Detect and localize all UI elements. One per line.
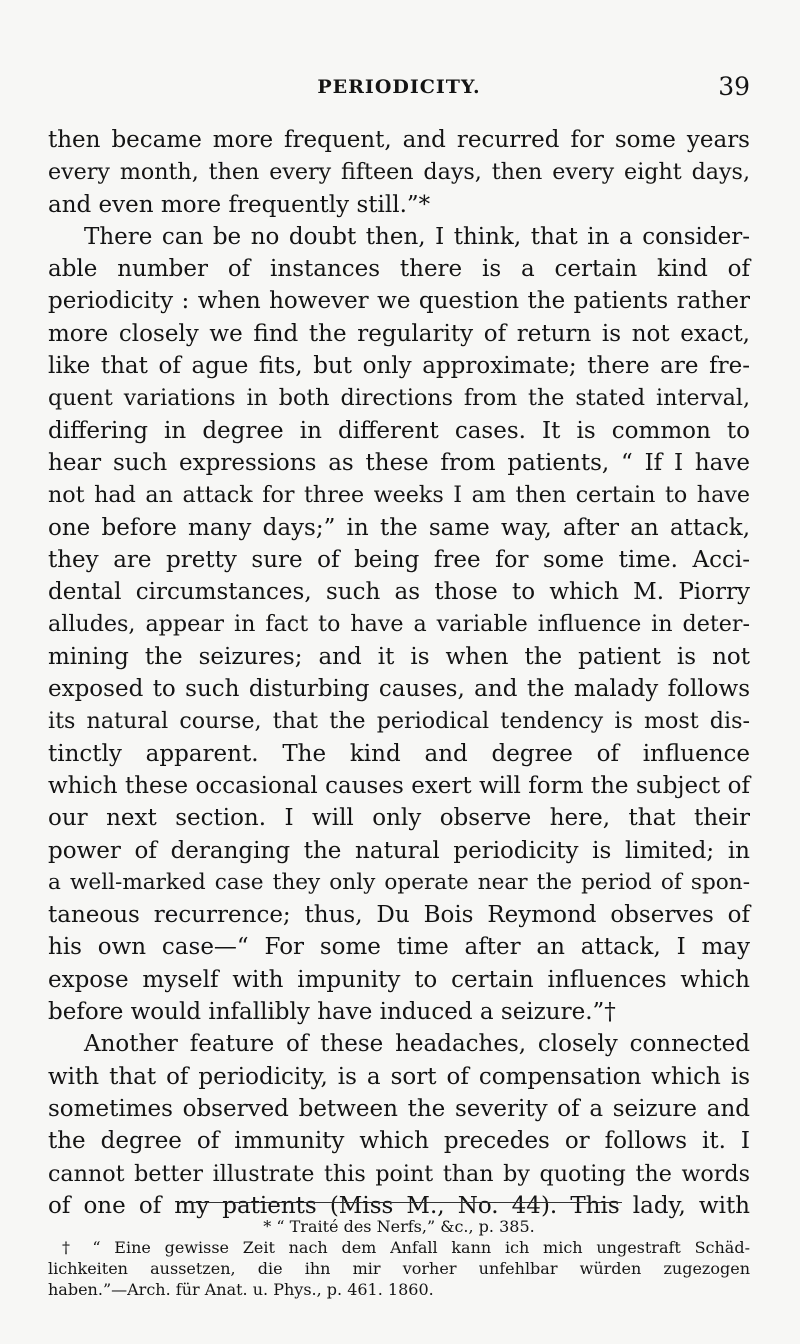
text-line: power of deranging the natural periodicity is limited; in — [48, 837, 750, 864]
text-line: exposed to such disturbing causes, and the malady follows — [48, 676, 750, 703]
page-header — [48, 72, 750, 106]
text-line: There can be no doubt then, I think, that in a consider- — [84, 223, 750, 250]
text-line: of one of my patients (Miss M., No. 44). This lady, with — [48, 1192, 750, 1219]
text-line: alludes, appear in fact to have a variable influence in deter- — [48, 611, 750, 638]
text-line: differing in degree in different cases. It is common to — [48, 417, 750, 444]
text-line: before would infallibly have induced a seizure.”† — [48, 999, 616, 1026]
text-line: every month, then every fifteen days, then every eight days, — [48, 159, 750, 186]
text-line: the degree of immunity which precedes or follows it. I — [48, 1128, 750, 1155]
text-line: tinctly apparent. The kind and degree of influence — [48, 740, 750, 767]
footnote-line: * “ Traité des Nerfs,” &c., p. 385. — [263, 1217, 535, 1236]
text-line: his own case—“ For some time after an attack, I may — [48, 934, 750, 961]
text-line: Another feature of these headaches, closely connected — [84, 1031, 750, 1058]
text-line: one before many days;” in the same way, after an attack, — [48, 514, 750, 541]
footnote-line: haben.”—Arch. für Anat. u. Phys., p. 461. 1860. — [48, 1280, 434, 1299]
text-line: mining the seizures; and it is when the patient is not — [48, 643, 750, 670]
text-line: they are pretty sure of being free for some time. Acci- — [48, 546, 750, 573]
text-line: and even more frequently still.”* — [48, 191, 431, 218]
footnote-divider — [178, 1202, 622, 1203]
page-number: 39 — [718, 72, 750, 101]
text-line: like that of ague fits, but only approximate; there are fre- — [48, 353, 750, 380]
text-line: quent variations in both directions from the stated interval, — [48, 385, 750, 412]
text-line: which these occasional causes exert will form the subject of — [48, 772, 750, 799]
text-line: hear such expressions as these from patients, “ If I have — [48, 449, 750, 476]
body-text — [48, 124, 750, 1222]
text-line: more closely we find the regularity of return is not exact, — [48, 320, 750, 347]
text-line: its natural course, that the periodical tendency is most dis- — [48, 708, 750, 735]
text-line: cannot better illustrate this point than by quoting the words — [48, 1160, 750, 1187]
text-line: dental circumstances, such as those to which M. Piorry — [48, 579, 750, 606]
text-line: periodicity : when however we question the patients rather — [48, 288, 750, 315]
footnote-line: lichkeiten aussetzen, die ihn mir vorher unfehlbar würden zugezogen — [48, 1259, 750, 1278]
text-line: with that of periodicity, is a sort of compensation which is — [48, 1063, 750, 1090]
text-line: not had an attack for three weeks I am then certain to have — [48, 482, 750, 509]
text-line: taneous recurrence; thus, Du Bois Reymond observes of — [48, 902, 750, 929]
running-title: PERIODICITY. — [317, 76, 481, 98]
text-line: then became more frequent, and recurred for some years — [48, 127, 750, 153]
text-line: sometimes observed between the severity of a seizure and — [48, 1095, 750, 1122]
footnote-line: † “ Eine gewisse Zeit nach dem Anfall kann ich mich ungestraft Schäd- — [62, 1238, 750, 1257]
text-line: our next section. I will only observe here, that their — [48, 805, 750, 832]
text-line: able number of instances there is a certain kind of — [48, 256, 750, 283]
text-line: expose myself with impunity to certain influences which — [48, 966, 750, 993]
footnotes — [48, 1216, 750, 1300]
text-line: a well-marked case they only operate near the period of spon- — [48, 869, 750, 895]
